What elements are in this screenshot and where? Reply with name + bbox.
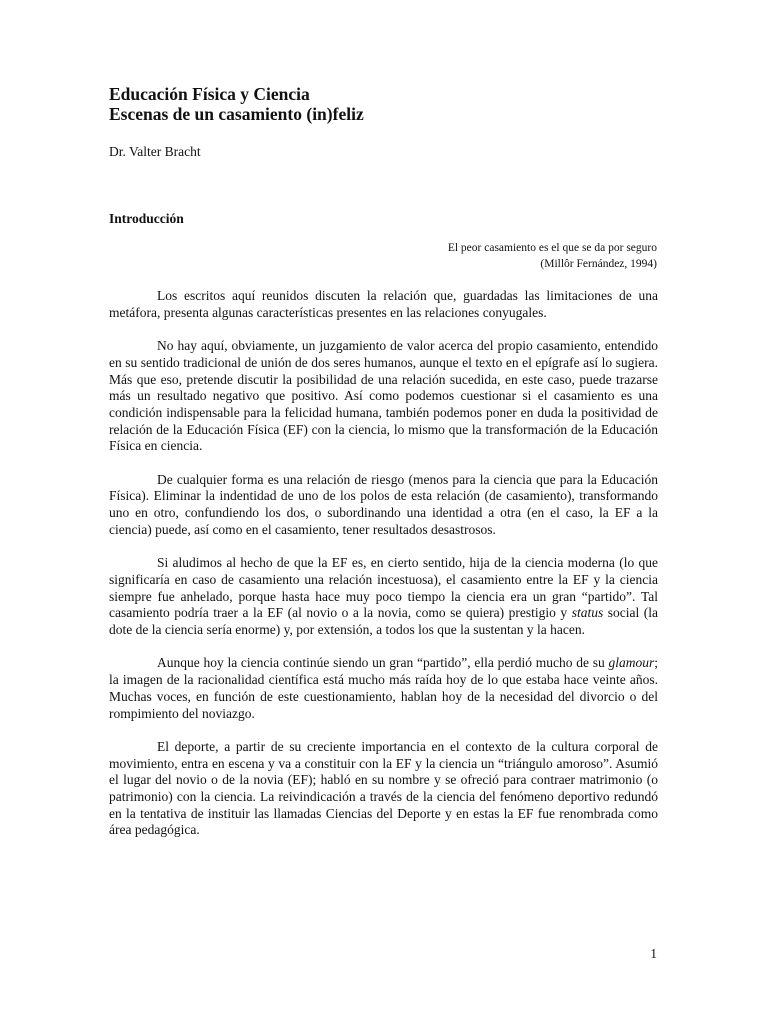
author-name: Dr. Valter Bracht xyxy=(109,144,201,159)
page-number: 1 xyxy=(650,946,657,961)
paragraph-text: Aunque hoy la ciencia continúe siendo un gran “partido”, ella perdió mucho de su xyxy=(157,655,609,671)
document-title xyxy=(109,84,364,124)
paragraph-text: ; la imagen de la racionalidad científica está mucho más raída hoy de lo que estaba hace veinte años. Muchas voces, en función de este cuestionamiento, hablan hoy de la necesidad del divorcio o del rompimiento del noviazgo. xyxy=(109,655,658,721)
epigraph xyxy=(448,240,657,272)
title-line-1: Educación Física y Ciencia xyxy=(109,84,310,104)
paragraph-text: Si aludimos al hecho de que la EF es, en cierto sentido, hija de la ciencia moderna (lo que significaría en caso de casamiento una relación incestuosa), el casamiento entre la EF y la ciencia siempre fue anhelado, porque hasta hace muy poco tiempo la ciencia era un gran “partido”. Tal casamiento podría traer a la EF (al novio o a la novia, como se quiera) prestigio y xyxy=(109,555,658,621)
epigraph-quote: El peor casamiento es el que se da por seguro xyxy=(447,242,657,254)
section-heading: Introducción xyxy=(109,211,184,226)
paragraph-text: social (la dote de la ciencia sería enorme) y, por extensión, a todos los que la sustentan y la hacen. xyxy=(109,605,658,638)
paragraph-text: De cualquier forma es una relación de riesgo (menos para la ciencia que para la Educación Física). Eliminar la indentidad de uno de los polos de esta relación (de casamiento), transformando uno en otro, confundiendo los dos, o subordinando una identidad a otra (en el caso, la EF a la ciencia) puede, así como en el casamiento, tener resultados desastrosos. xyxy=(109,471,658,537)
body-paragraph xyxy=(109,288,658,321)
paragraph-text: No hay aquí, obviamente, un juzgamiento de valor acerca del propio casamiento, entendido en su sentido tradicional de unión de dos seres humanos, aunque el texto en el epígrafe así lo sugiera. Más que eso, pretende discutir la posibilidad de una relación sucedida, en este caso, puede trazarse más un resultado negativo que positivo. Así como podemos cuestionar si el casamiento es una condición indispensable para la felicidad humana, también podemos poner en duda la positividad de relación de la Educación Física (EF) con la ciencia, lo mismo que la transformación de la Educación Física en ciencia. xyxy=(109,338,658,454)
body-text xyxy=(109,288,658,856)
italic-term: glamour xyxy=(608,655,655,671)
paragraph-text: Los escritos aquí reunidos discuten la relación que, guardadas las limitaciones de una metáfora, presenta algunas características presentes en las relaciones conyugales. xyxy=(109,288,658,320)
body-paragraph xyxy=(109,739,658,839)
epigraph-attribution: (Millôr Fernández, 1994) xyxy=(540,258,657,270)
title-line-2: Escenas de un casamiento (in)feliz xyxy=(109,104,364,124)
italic-term: status xyxy=(571,605,604,621)
body-paragraph xyxy=(109,338,658,455)
paragraph-text: El deporte, a partir de su creciente importancia en el contexto de la cultura corporal de movimiento, entra en escena y va a constituir con la EF y la ciencia un “triángulo amoroso”. Asumió el lugar del novio o de la novia (EF); habló en su nombre y se ofreció para contraer matrimonio (o patrimonio) con la ciencia. La reivindicación a través de la ciencia del fenómeno deportivo redundó en la tentativa de instituir las llamadas Ciencias del Deporte y en estas la EF fue renombrada como área pedagógica. xyxy=(109,738,658,838)
body-paragraph xyxy=(109,472,658,539)
body-paragraph xyxy=(109,555,658,639)
body-paragraph xyxy=(109,655,658,722)
